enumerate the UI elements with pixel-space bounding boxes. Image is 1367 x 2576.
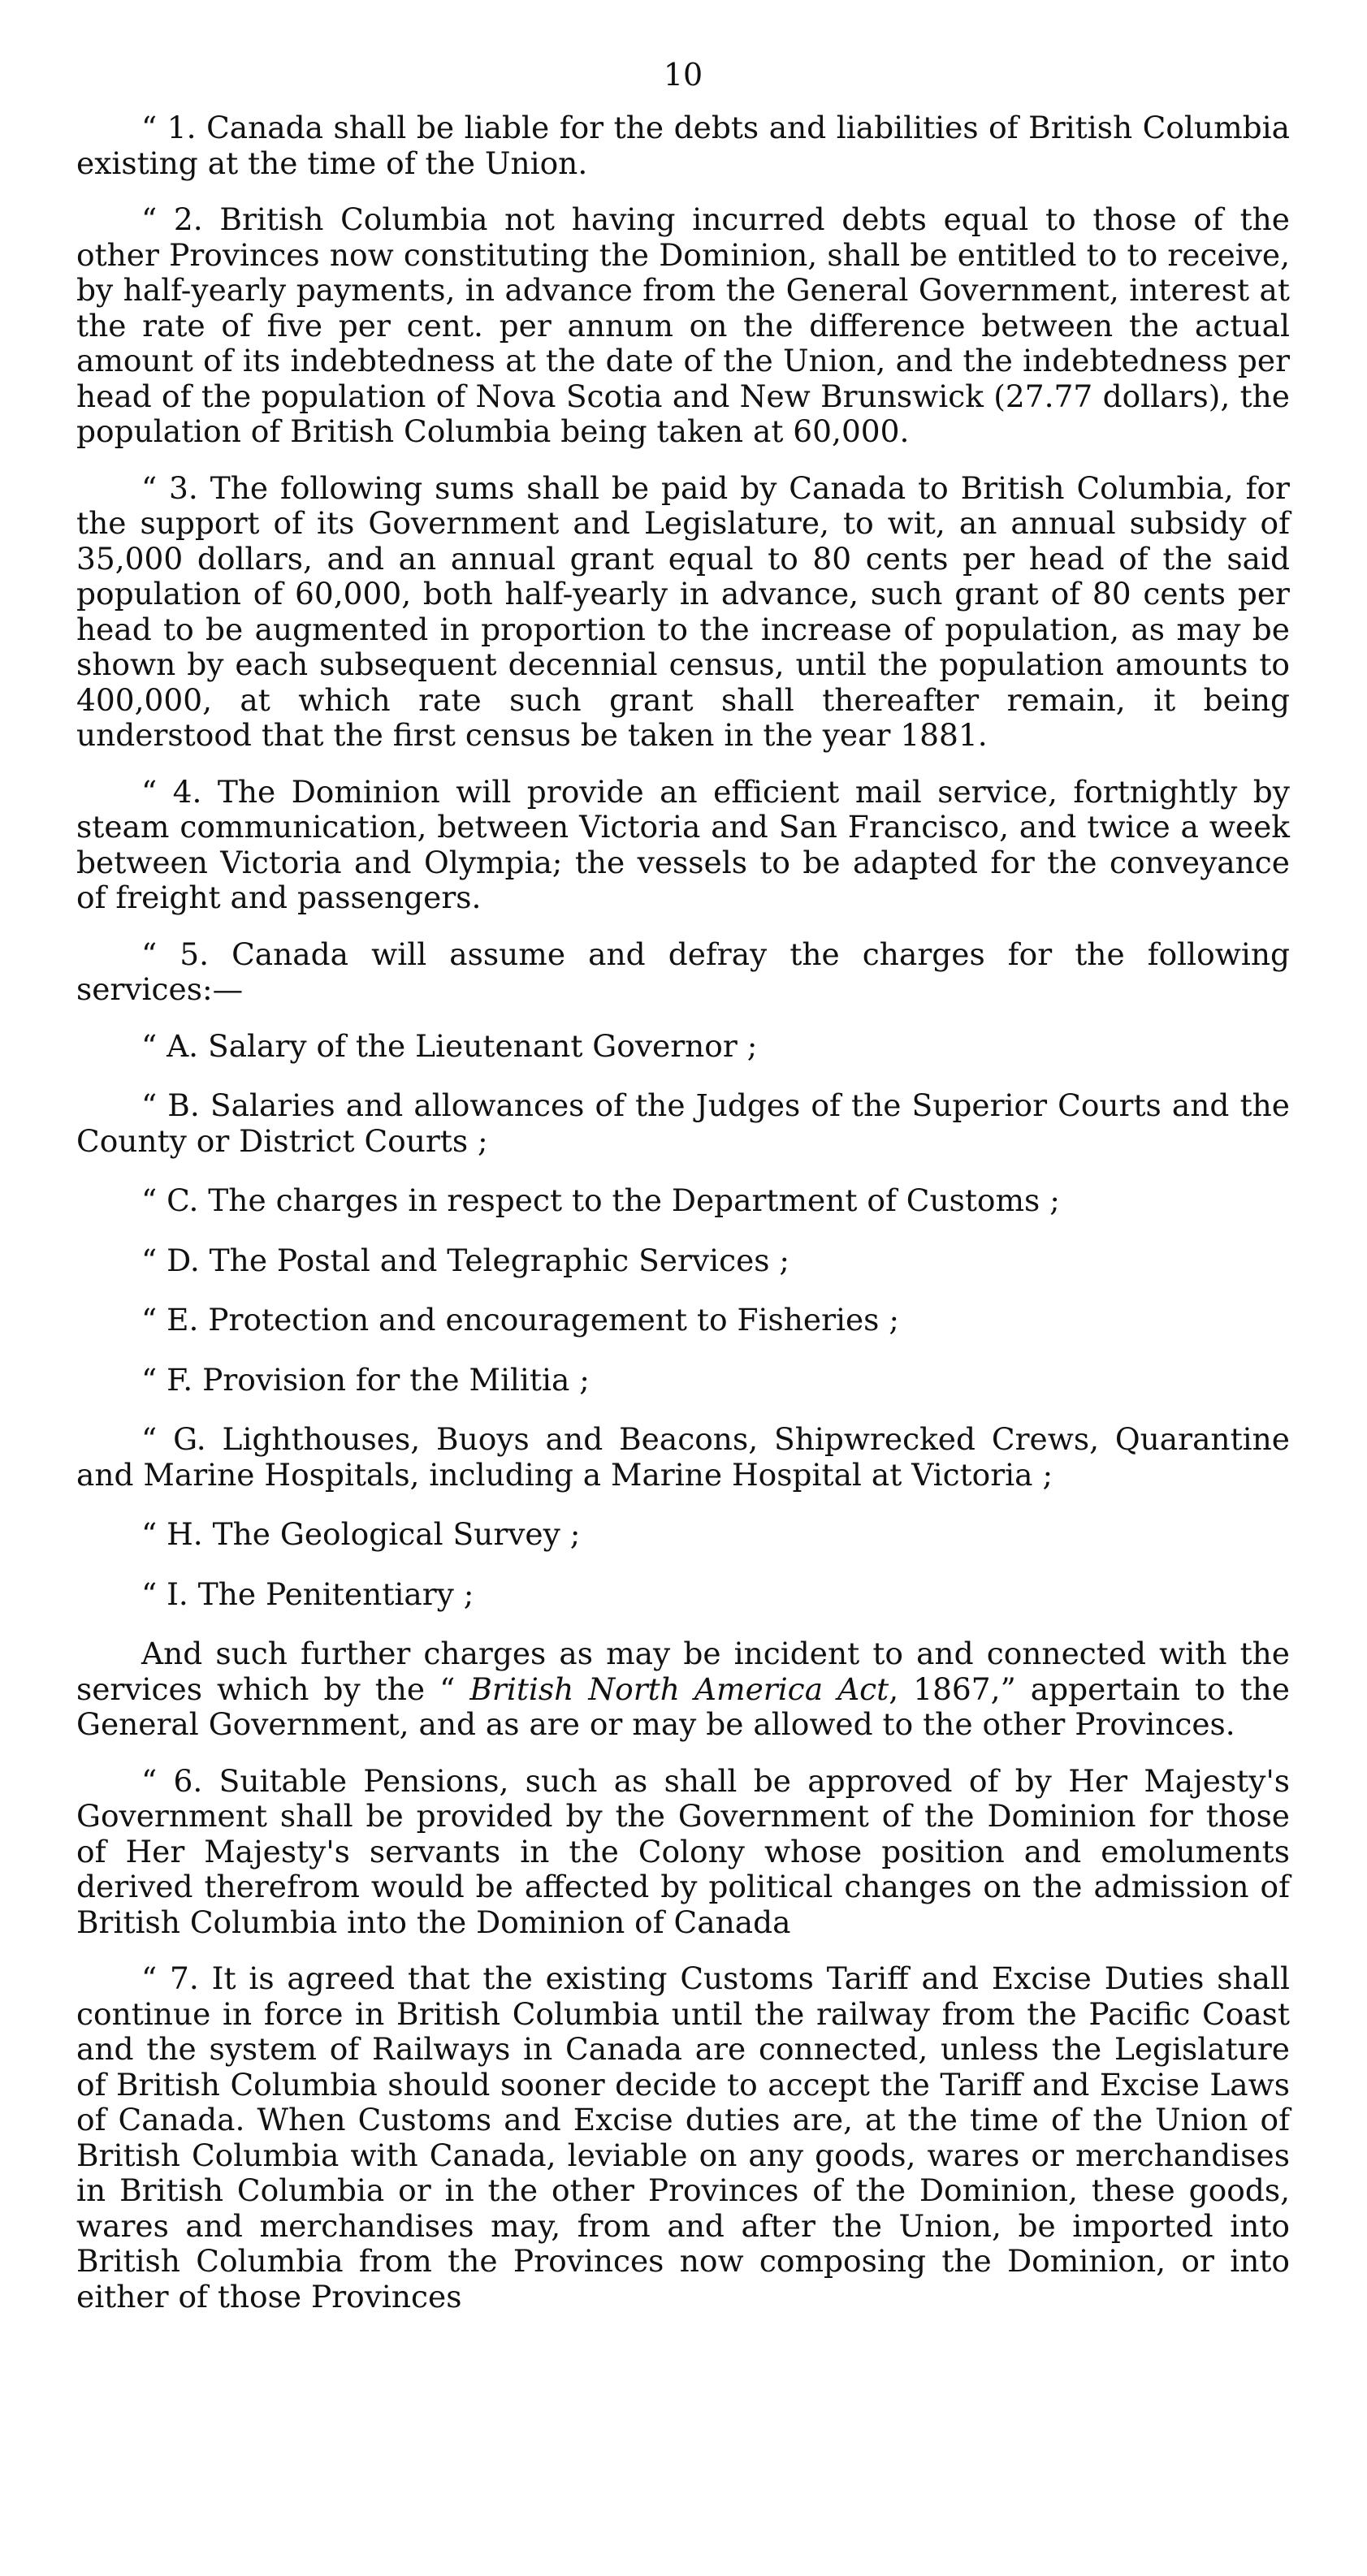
article-3: “ 3. The following sums shall be paid by Canada to British Columbia, for the support of its Government and Legislature, to wit, an annual subsidy of 35,000 dollars, and an annual grant equal to 80 cents per head of the said population of 60,000, both half-yearly in advance, such grant of 80 cents per head to be augmented in proportion to the increase of population, as may be shown by each subsequent decennial census, until the population amounts to 400,000, at which rate such grant shall thereafter remain, it being understood that the first census be taken in the year 1881.	[76, 469, 1290, 753]
article-2: “ 2. British Columbia not having incurred debts equal to those of the other Provinces now constituting the Dominion, shall be entitled to to receive, by half-yearly payments, in advance from the General Government, interest at the rate of five per cent. per annum on the difference between the actual amount of its indebtedness at the date of the Union, and the indebtedness per head of the population of Nova Scotia and New Brunswick (27.77 dollars), the population of British Columbia being taken at 60,000.	[76, 201, 1290, 449]
article-7: “ 7. It is agreed that the existing Customs Tariff and Excise Duties shall continue in force in British Columbia until the railway from the Pacific Coast and the system of Railways in Canada are connected, unless the Legislature of British Columbia should sooner decide to accept the Tariff and Excise Laws of Canada. When Customs and Excise duties are, at the time of the Union of British Columbia with Canada, leviable on any goods, wares or merchandises in British Columbia or in the other Provinces of the Dominion, these goods, wares and merchandises may, from and after the Union, be imported into British Columbia from the Provinces now composing the Dominion, or into either of those Provinces	[76, 1960, 1290, 2315]
service-item-h: “ H. The Geological Survey ;	[141, 1516, 581, 1552]
service-item-f: “ F. Provision for the Militia ;	[141, 1361, 590, 1398]
article-4: “ 4. The Dominion will provide an efficient mail service, fortnightly by steam communication, between Victoria and San Francisco, and twice a week between Victoria and Olympia; the vessels to be adapted for the conveyance of freight and passengers.	[76, 773, 1290, 915]
service-item-d: “ D. The Postal and Telegraphic Services ;	[141, 1242, 790, 1278]
service-item-g: “ G. Lighthouses, Buoys and Beacons, Shipwrecked Crews, Quarantine and Marine Hospitals, including a Marine Hospital at Victoria ;	[76, 1421, 1290, 1493]
further-charges-text-end: , 1867,” appertain to the General Government, and as are or may be allowed to the other Provinces.	[76, 1671, 1290, 1742]
article-6: “ 6. Suitable Pensions, such as shall be approved of by Her Majesty's Government shall be provided by the Government of the Dominion for those of Her Majesty's servants in the Colony whose position and emoluments derived therefrom would be affected by political changes on the admission of British Columbia into the Dominion of Canada	[76, 1762, 1290, 1940]
service-item-c: “ C. The charges in respect to the Department of Customs ;	[141, 1182, 1060, 1218]
document-page	[76, 57, 1290, 2334]
act-title: British North America Act	[469, 1671, 889, 1707]
service-item-a: “ A. Salary of the Lieutenant Governor ;	[141, 1027, 758, 1064]
service-item-e: “ E. Protection and encouragement to Fisheries ;	[141, 1302, 899, 1338]
service-item-i: “ I. The Penitentiary ;	[141, 1575, 474, 1612]
further-charges-text-start: And such further charges as may be incident to and connected with the services which by the “	[76, 1636, 1290, 1707]
article-5: “ 5. Canada will assume and defray the charges for the following services:—	[76, 936, 1290, 1007]
article-1: “ 1. Canada shall be liable for the debts and liabilities of British Columbia existing at the time of the Union.	[76, 110, 1290, 181]
service-item-b: “ B. Salaries and allowances of the Judges of the Superior Courts and the County or District Courts ;	[76, 1087, 1290, 1159]
page-number: 10	[663, 57, 703, 93]
further-charges-paragraph	[76, 1636, 1290, 1743]
